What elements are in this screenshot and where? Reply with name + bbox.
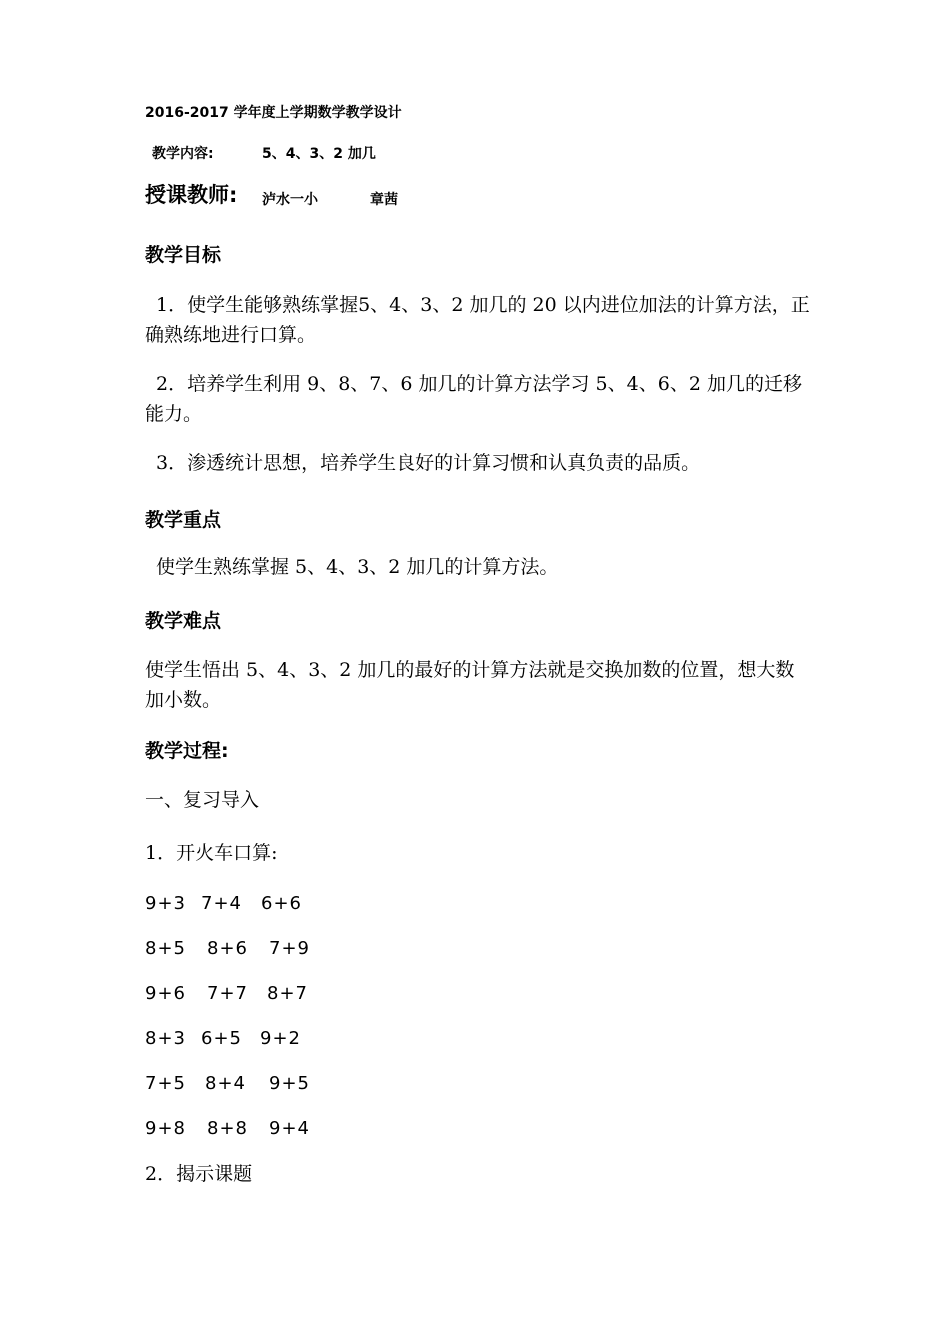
- drill-expression: 8+8: [207, 1118, 248, 1139]
- drill-expression: 7+4: [201, 893, 242, 914]
- objective-item-3: 3．渗透统计思想，培养学生良好的计算习惯和认真负责的品质。: [156, 452, 701, 474]
- step-reveal-topic: 2．揭示课题: [145, 1163, 253, 1185]
- drill-expression: 6+6: [261, 893, 302, 914]
- objective-item-2: 2．培养学生利用 9、8、7、6 加几的计算方法学习 5、4、6、2 加几的迁移能力。: [145, 373, 802, 425]
- drill-expression: 9+2: [260, 1028, 301, 1049]
- drill-expression: 9+6: [145, 983, 186, 1004]
- teacher-name: 章茜: [370, 192, 398, 208]
- drill-expression: 9+4: [269, 1118, 310, 1139]
- key-point-text: 使学生熟练掌握 5、4、3、2 加几的计算方法。: [156, 556, 559, 578]
- objective-item-1: 1．使学生能够熟练掌握5、4、3、2 加几的 20 以内进位加法的计算方法，正确熟练地进行口算。: [145, 294, 810, 346]
- key-point-heading: 教学重点: [145, 509, 222, 531]
- teacher-school: 泸水一小: [262, 192, 318, 208]
- objectives-heading: 教学目标: [145, 244, 222, 266]
- teacher-label: 授课教师:: [145, 183, 238, 207]
- drill-expression: 9+5: [269, 1073, 310, 1094]
- drill-expression: 8+6: [207, 938, 248, 959]
- content-label: 教学内容:: [152, 146, 214, 162]
- step-train-oral-calc: 1．开火车口算:: [145, 842, 278, 864]
- drill-expression: 6+5: [201, 1028, 242, 1049]
- section-review-intro: 一、复习导入: [145, 789, 260, 811]
- process-heading: 教学过程:: [145, 740, 229, 762]
- drill-row: [145, 1028, 301, 1049]
- drill-expression: 7+5: [145, 1073, 186, 1094]
- drill-expression: 8+3: [145, 1028, 186, 1049]
- drill-expression: 8+7: [267, 983, 308, 1004]
- drill-row: [145, 893, 302, 914]
- drill-expression: 9+8: [145, 1118, 186, 1139]
- drill-expression: 8+4: [205, 1073, 246, 1094]
- drill-row: [145, 983, 308, 1004]
- difficulty-heading: 教学难点: [145, 610, 222, 632]
- document-title: 2016-2017 学年度上学期数学教学设计: [145, 105, 402, 121]
- drill-expression: 7+9: [269, 938, 310, 959]
- content-value: 5、4、3、2 加几: [262, 146, 376, 162]
- drill-expression: 8+5: [145, 938, 186, 959]
- drill-row: [145, 1118, 310, 1139]
- drill-expression: 9+3: [145, 893, 186, 914]
- drill-row: [145, 938, 310, 959]
- drill-row: [145, 1073, 310, 1094]
- drill-expression: 7+7: [207, 983, 248, 1004]
- difficulty-text: 使学生悟出 5、4、3、2 加几的最好的计算方法就是交换加数的位置，想大数加小数。: [145, 659, 795, 711]
